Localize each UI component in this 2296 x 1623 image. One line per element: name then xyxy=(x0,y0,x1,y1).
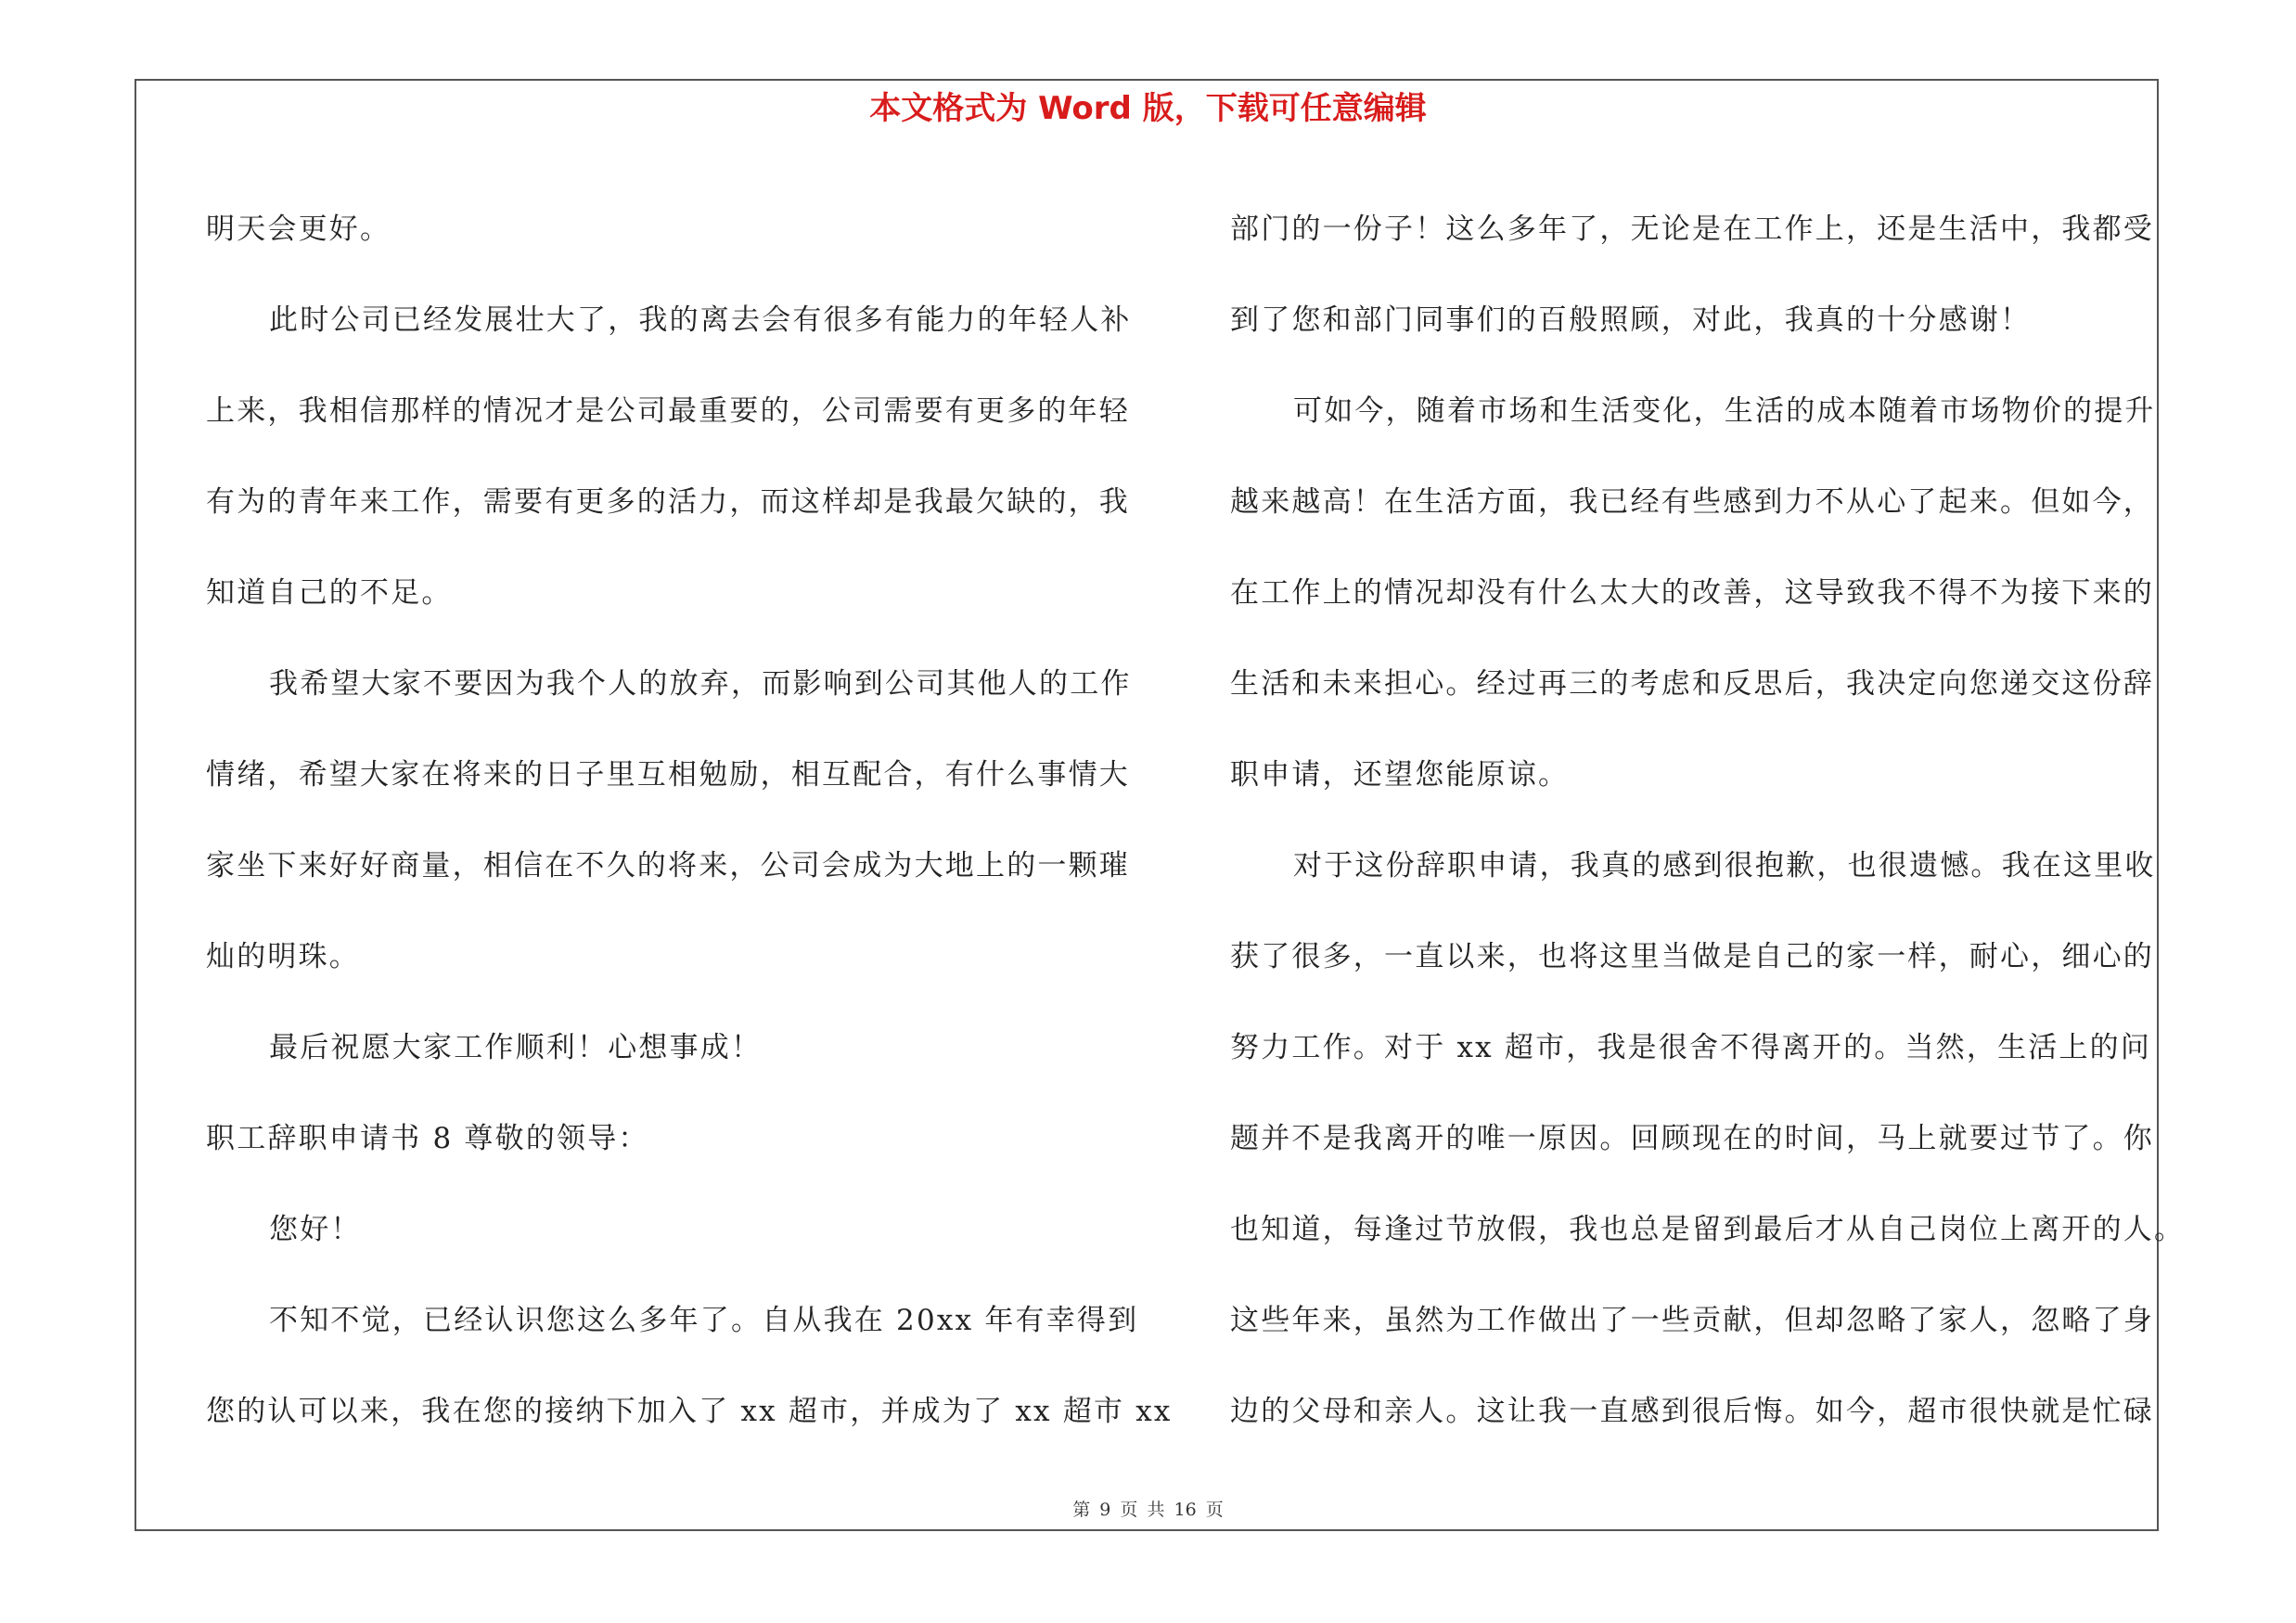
text-line: 明天会更好。 xyxy=(206,213,391,246)
text-line: 您好！ xyxy=(269,1213,362,1246)
text-line: 边的父母和亲人。这让我一直感到很后悔。如今，超市很快就是忙碌 xyxy=(1230,1395,2154,1428)
text-line: 题并不是我离开的唯一原因。回顾现在的时间，马上就要过节了。你 xyxy=(1230,1122,2154,1155)
text-line: 职工辞职申请书 8 尊敬的领导： xyxy=(206,1122,649,1155)
text-line: 在工作上的情况却没有什么太大的改善，这导致我不得不为接下来的 xyxy=(1230,576,2154,610)
text-line: 也知道，每逢过节放假，我也总是留到最后才从自己岗位上离开的人。 xyxy=(1230,1213,2186,1246)
text-line: 此时公司已经发展壮大了，我的离去会有很多有能力的年轻人补 xyxy=(269,303,1132,337)
text-line: 可如今，随着市场和生活变化，生活的成本随着市场物价的提升 xyxy=(1293,394,2156,428)
text-line: 职申请，还望您能原谅。 xyxy=(1230,758,1570,792)
text-line: 对于这份辞职申请，我真的感到很抱歉，也很遗憾。我在这里收 xyxy=(1293,849,2156,882)
left-text-column xyxy=(206,184,1173,1457)
text-line: 家坐下来好好商量，相信在不久的将来，公司会成为大地上的一颗璀 xyxy=(206,849,1130,882)
right-text-column xyxy=(1230,184,2186,1457)
text-line: 部门的一份子！这么多年了，无论是在工作上，还是生活中，我都受 xyxy=(1230,213,2154,246)
text-line: 不知不觉，已经认识您这么多年了。自从我在 20xx 年有幸得到 xyxy=(269,1304,1139,1337)
text-line: 越来越高！在生活方面，我已经有些感到力不从心了起来。但如今， xyxy=(1230,485,2154,519)
text-line: 有为的青年来工作，需要有更多的活力，而这样却是我最欠缺的，我 xyxy=(206,485,1130,519)
text-line: 努力工作。对于 xx 超市，我是很舍不得离开的。当然，生活上的问 xyxy=(1230,1031,2152,1064)
text-line: 知道自己的不足。 xyxy=(206,576,453,610)
text-line: 我希望大家不要因为我个人的放弃，而影响到公司其他人的工作 xyxy=(269,667,1132,701)
text-line: 到了您和部门同事们的百般照顾，对此，我真的十分感谢！ xyxy=(1230,303,2032,337)
text-line: 您的认可以来，我在您的接纳下加入了 xx 超市，并成为了 xx 超市 xx xyxy=(206,1395,1173,1428)
text-line: 获了很多，一直以来，也将这里当做是自己的家一样，耐心，细心的 xyxy=(1230,940,2154,973)
text-line: 最后祝愿大家工作顺利！心想事成！ xyxy=(269,1031,763,1064)
document-header-title: 本文格式为 Word 版，下载可任意编辑 xyxy=(869,90,1427,127)
text-line: 上来，我相信那样的情况才是公司最重要的，公司需要有更多的年轻 xyxy=(206,394,1130,428)
page-number-footer: 第 9 页 共 16 页 xyxy=(1072,1500,1224,1520)
text-line: 灿的明珠。 xyxy=(206,940,360,973)
text-line: 这些年来，虽然为工作做出了一些贡献，但却忽略了家人，忽略了身 xyxy=(1230,1304,2154,1337)
text-line: 情绪，希望大家在将来的日子里互相勉励，相互配合，有什么事情大 xyxy=(206,758,1130,792)
text-line: 生活和未来担心。经过再三的考虑和反思后，我决定向您递交这份辞 xyxy=(1230,667,2154,701)
